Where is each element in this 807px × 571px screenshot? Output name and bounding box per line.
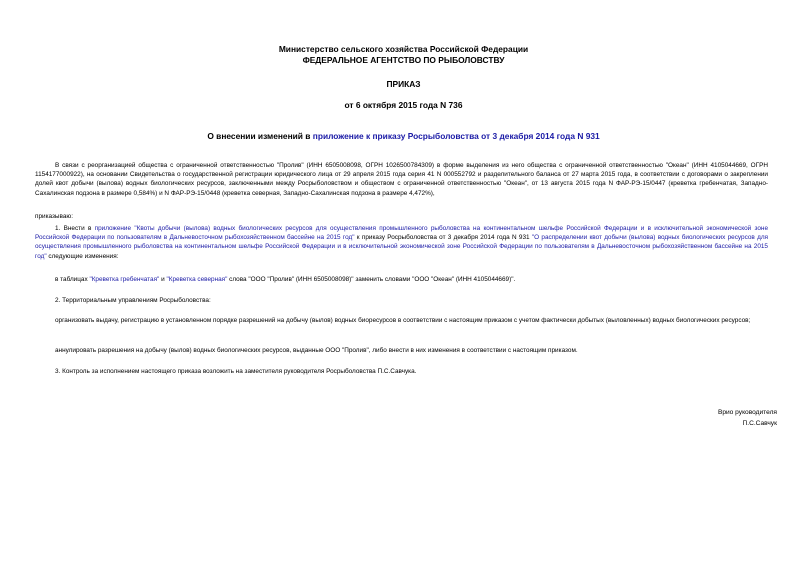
item-1-middle: к приказу Росрыболовства от 3 декабря 2014 года N 931 bbox=[354, 234, 532, 242]
item-1-sub-and: и bbox=[159, 276, 167, 283]
title-link[interactable]: приложение к приказу Росрыболовства от 3 декабря 2014 года N 931 bbox=[312, 131, 600, 141]
signature-name: П.С.Савчук bbox=[742, 420, 777, 427]
item-1-start: 1. Внести в bbox=[55, 225, 95, 232]
document-title bbox=[0, 131, 807, 142]
ministry-name: Министерство сельского хозяйства Российской Федерации bbox=[278, 44, 529, 54]
item-1-sub-paragraph bbox=[55, 275, 515, 284]
order-word: приказываю: bbox=[35, 213, 73, 220]
item-1-paragraph bbox=[35, 224, 768, 261]
item-1-sub-start: в таблицах bbox=[55, 276, 90, 283]
table-link-comb-shrimp[interactable]: "Креветка гребенчатая" bbox=[89, 276, 160, 283]
signature-position: Врио руководителя bbox=[717, 409, 777, 416]
item-1-appendix-link[interactable]: приложение "Квоты добычи (вылова) водных биологических ресурсов для осуществления промышленного рыболовства на континентальном шельфе Российской Федерации и в исключительной экономической зоне Российской Федерации по пользователям в Дальневосточном рыбохозяйственном бассейне на 2015 год" bbox=[35, 225, 768, 242]
agency-name: ФЕДЕРАЛЬНОЕ АГЕНТСТВО ПО РЫБОЛОВСТВУ bbox=[302, 55, 505, 65]
item-2a-paragraph: организовать выдачу, регистрацию в установленном порядке разрешений на добычу (вылов) водных биоресурсов в соответствии с настоящим приказом с учетом фактически добытых (выловленных) водных биологических ресурсов; bbox=[55, 317, 751, 324]
preamble-paragraph: В связи с реорганизацией общества с ограниченной ответственностью "Пролив" (ИНН 6505008098, ОГРН 1026500784309) в форме выделения из него общества с ограниченной ответственностью "Океан" (ИНН 4105044669, ОГРН 1154177000922), на основании Свидетельства о государственной регистрации юридического лица от 29 апреля 2015 года серия 41 N 000552792 и разделительного баланса от 27 марта 2015 года, в соответствии с договорами о закреплении долей квот добычи (вылова) водных биологических ресурсов, заключенными между Росрыболовством и обществом с ограниченной ответственностью "Океан", от 13 августа 2015 года N ФАР-РЭ-15/0447 (креветка гребенчатая, Западно-Сахалинская подзона в размере 0,584%) и N ФАР-РЭ-15/0448 (креветка северная, Западно-Сахалинская подзона в размере 4,472%), bbox=[35, 162, 768, 197]
item-2-paragraph: 2. Территориальным управлениям Росрыболовства: bbox=[55, 297, 211, 304]
item-1-end: следующие изменения: bbox=[46, 252, 119, 260]
title-prefix: О внесении изменений в bbox=[207, 131, 313, 141]
item-1-order-link[interactable]: "О распределении квот добычи (вылова) водных биологических ресурсов для осуществления промышленного рыболовства на континентальном шельфе Российской Федерации и в исключительной экономической зоне Российской Федерации по пользователям в Дальневосточном рыбохозяйственном бассейне на 2015 год" bbox=[35, 234, 769, 260]
document-date: от 6 октября 2015 года N 736 bbox=[344, 100, 463, 110]
item-1-sub-end: слова "ООО "Пролив" (ИНН 6505008098)" заменить словами "ООО "Океан" (ИНН 4105044669)". bbox=[227, 276, 516, 283]
item-2b-paragraph: аннулировать разрешения на добычу (вылов) водных биологических ресурсов, выданные ООО "Пролив", либо внести в них изменения в соответствии с настоящим приказом. bbox=[55, 347, 578, 354]
table-link-northern-shrimp[interactable]: "Креветка северная" bbox=[166, 276, 228, 283]
document-type: ПРИКАЗ bbox=[386, 79, 421, 89]
item-3-paragraph: 3. Контроль за исполнением настоящего приказа возложить на заместителя руководителя Росрыболовства П.С.Савчука. bbox=[55, 368, 417, 375]
